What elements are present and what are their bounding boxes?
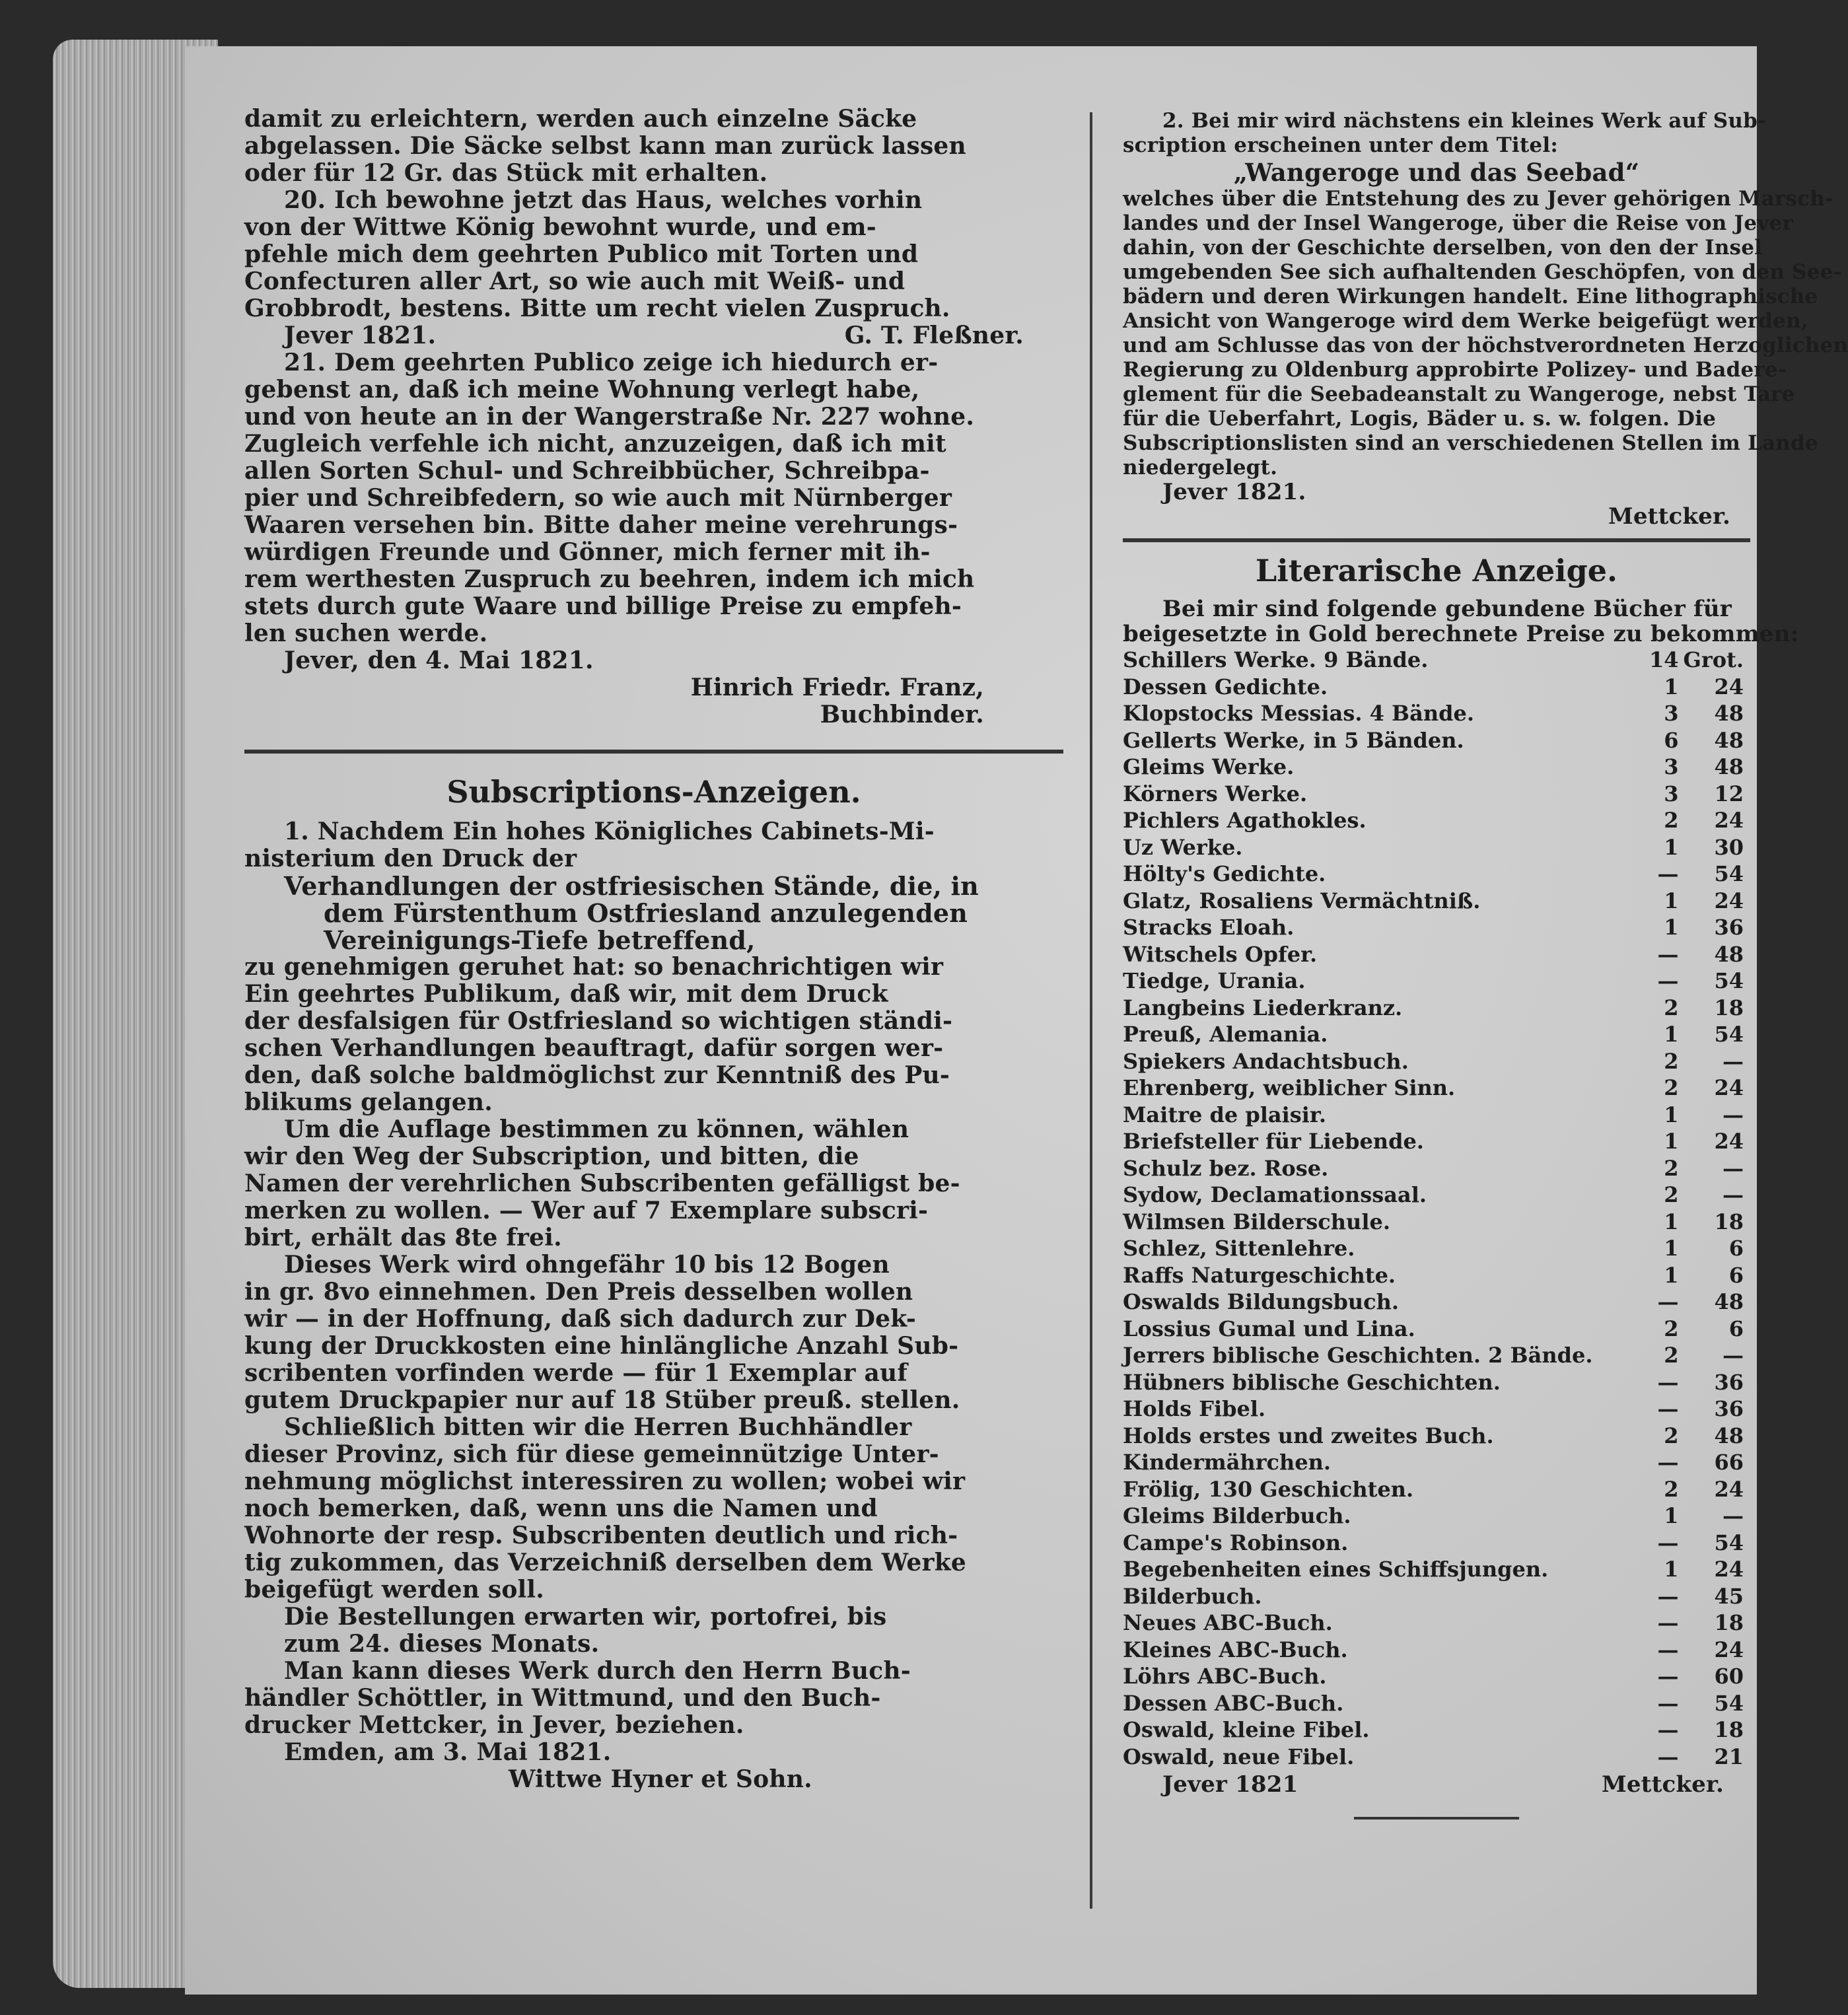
book-title: Dessen Gedichte. (1123, 674, 1328, 699)
book-row (1123, 781, 1744, 808)
book-price-reichsthaler: 2 (1664, 1075, 1679, 1100)
book-row (1123, 941, 1744, 968)
book-row (1123, 1235, 1744, 1262)
book-price-reichsthaler: — (1657, 1396, 1679, 1421)
book-price-reichsthaler: — (1657, 1583, 1679, 1609)
book-row (1123, 1075, 1744, 1102)
book-price-groten: 36 (1714, 1369, 1744, 1395)
text-line: abgelassen. Die Säcke selbst kann man zurück lassen (244, 132, 966, 160)
book-price-reichsthaler: 1 (1664, 1209, 1679, 1234)
book-row (1123, 1262, 1744, 1289)
book-price-groten: — (1723, 1155, 1744, 1181)
signature: Hinrich Friedr. Franz, (690, 674, 984, 701)
book-row (1123, 1316, 1744, 1343)
book-price-groten: 54 (1714, 861, 1744, 886)
book-title: Schillers Werke. 9 Bände. (1123, 647, 1429, 672)
book-title: Stracks Eloah. (1123, 915, 1295, 940)
text-line: beigesetzte in Gold berechnete Preise zu bekommen: (1123, 621, 1799, 647)
book-row (1123, 1102, 1744, 1129)
section-heading: Literarische Anzeige. (1255, 553, 1618, 588)
book-price-reichsthaler: 2 (1664, 808, 1679, 833)
text-line: Ansicht von Wangeroge wird dem Werke beigefügt werden, (1123, 309, 1808, 333)
book-row (1123, 888, 1744, 915)
book-title: Jerrers biblische Geschichten. 2 Bände. (1123, 1343, 1593, 1368)
text-line: der desfalsigen für Ostfriesland so wichtigen ständi- (244, 1007, 953, 1035)
book-price-reichsthaler: 2 (1664, 1343, 1679, 1368)
book-price-groten: — (1723, 1503, 1744, 1528)
book-price-groten: 24 (1714, 1129, 1744, 1154)
text-line: gebenst an, daß ich meine Wohnung verlegt habe, (244, 376, 920, 404)
book-price-groten: 18 (1714, 1610, 1744, 1635)
book-row (1123, 1209, 1744, 1236)
book-price-list (1123, 647, 1744, 1770)
book-price-groten: 48 (1714, 754, 1744, 779)
book-price-groten: 60 (1714, 1664, 1744, 1689)
book-price-groten: 54 (1714, 968, 1744, 993)
book-row (1123, 861, 1744, 888)
work-title-line: Verhandlungen der ostfriesischen Stände, die, in (284, 871, 979, 901)
book-price-reichsthaler: 1 (1664, 1236, 1679, 1261)
book-price-groten: 48 (1714, 941, 1744, 967)
book-title: Löhrs ABC-Buch. (1123, 1664, 1327, 1689)
book-title: Dessen ABC-Buch. (1123, 1690, 1344, 1716)
text-line: Man kann dieses Werk durch den Herrn Buch- (284, 1657, 911, 1685)
book-row (1123, 700, 1744, 727)
place-date: Jever, den 4. Mai 1821. (284, 647, 594, 674)
continuation-block (244, 106, 1063, 187)
book-title: Langbeins Liederkranz. (1123, 995, 1403, 1020)
book-price-reichsthaler: — (1657, 1690, 1679, 1716)
text-line: 20. Ich bewohne jetzt das Haus, welches vorhin (284, 186, 923, 214)
text-line: schen Verhandlungen beauftragt, dafür sorgen wer- (244, 1034, 944, 1062)
work-title: „Wangeroge und das Seebad“ (1233, 158, 1640, 187)
book-row (1123, 1342, 1744, 1369)
signature: Wittwe Hyner et Sohn. (509, 1765, 812, 1793)
book-title: Uz Werke. (1123, 834, 1243, 860)
book-row (1123, 674, 1744, 701)
book-row (1123, 1128, 1744, 1155)
book-price-groten: — (1723, 1048, 1744, 1074)
book-row (1123, 1396, 1744, 1423)
book-title: Sydow, Declamationssaal. (1123, 1182, 1427, 1207)
book-title: Gleims Werke. (1123, 754, 1295, 779)
book-row (1123, 1182, 1744, 1209)
text-line: wir — in der Hoffnung, daß sich dadurch zur Dek- (244, 1305, 917, 1333)
book-price-groten: Grot. (1683, 647, 1744, 672)
book-price-reichsthaler: — (1657, 1289, 1679, 1314)
book-title: Holds erstes und zweites Buch. (1123, 1423, 1494, 1448)
book-title: Lossius Gumal und Lina. (1123, 1316, 1415, 1341)
book-title: Holds Fibel. (1123, 1396, 1266, 1421)
text-line: scribenten vorfinden werde — für 1 Exemplar auf (244, 1359, 908, 1387)
book-row (1123, 1637, 1744, 1664)
book-row (1123, 1021, 1744, 1048)
book-price-reichsthaler: — (1657, 1637, 1679, 1662)
book-price-reichsthaler: 2 (1664, 1048, 1679, 1074)
book-price-reichsthaler: 6 (1664, 727, 1679, 753)
book-price-reichsthaler: — (1657, 1369, 1679, 1395)
text-line: zum 24. dieses Monats. (284, 1630, 600, 1658)
book-title: Schulz bez. Rose. (1123, 1155, 1329, 1181)
text-line: umgebenden See sich aufhaltenden Geschöpfen, von den See- (1123, 260, 1842, 284)
book-title: Oswald, neue Fibel. (1123, 1744, 1355, 1769)
section-rule (244, 750, 1063, 754)
text-line: len suchen werde. (244, 619, 488, 647)
text-line: damit zu erleichtern, werden auch einzelne Säcke (244, 105, 917, 133)
section-heading: Subscriptions-Anzeigen. (446, 774, 861, 810)
book-title: Hübners biblische Geschichten. (1123, 1369, 1501, 1395)
book-price-reichsthaler: 2 (1664, 995, 1679, 1020)
literary-signature-row (1123, 1773, 1750, 1797)
text-line: dahin, von der Geschichte derselben, von den der Insel (1123, 236, 1763, 260)
book-title: Wilmsen Bilderschule. (1123, 1209, 1390, 1234)
text-line: niedergelegt. (1123, 456, 1278, 479)
book-title: Briefsteller für Liebende. (1123, 1129, 1424, 1154)
text-line: tig zukommen, das Verzeichniß derselben dem Werke (244, 1549, 966, 1576)
text-line: würdigen Freunde und Gönner, mich ferner mit ih- (244, 538, 931, 566)
book-price-reichsthaler: 2 (1664, 1316, 1679, 1341)
book-row (1123, 727, 1744, 754)
book-title: Raffs Naturgeschichte. (1123, 1262, 1396, 1288)
book-price-reichsthaler: — (1657, 1664, 1679, 1689)
subscription-2 (1123, 109, 1848, 530)
text-line: oder für 12 Gr. das Stück mit erhalten. (244, 159, 768, 187)
book-row (1123, 1663, 1744, 1690)
book-price-reichsthaler: 1 (1664, 915, 1679, 940)
book-price-reichsthaler: 3 (1664, 781, 1679, 806)
text-line: Waaren versehen bin. Bitte daher meine verehrungs- (244, 511, 958, 539)
book-price-groten: 24 (1714, 674, 1744, 699)
text-line: kung der Druckkosten eine hinlängliche Anzahl Sub- (244, 1332, 959, 1360)
text-line: Schließlich bitten wir die Herren Buchhändler (284, 1413, 912, 1441)
book-row (1123, 1423, 1744, 1450)
book-row (1123, 647, 1744, 674)
book-title: Schlez, Sittenlehre. (1123, 1236, 1355, 1261)
book-price-reichsthaler: — (1657, 1717, 1679, 1742)
book-price-groten: 54 (1714, 1022, 1744, 1047)
text-line: und von heute an in der Wangerstraße Nr. 227 wohne. (244, 403, 975, 431)
left-column (244, 106, 1063, 1793)
book-row (1123, 1289, 1744, 1316)
book-price-groten: 54 (1714, 1690, 1744, 1716)
book-price-reichsthaler: — (1657, 1530, 1679, 1555)
text-line: Bei mir sind folgende gebundene Bücher für (1162, 596, 1732, 622)
book-price-groten: 12 (1714, 781, 1744, 806)
text-line: bädern und deren Wirkungen handelt. Eine lithographische (1123, 285, 1818, 308)
book-price-groten: 21 (1714, 1744, 1744, 1769)
book-title: Frölig, 130 Geschichten. (1123, 1476, 1414, 1502)
book-row (1123, 1155, 1744, 1182)
book-title: Gleims Bilderbuch. (1123, 1503, 1351, 1528)
book-price-reichsthaler: 1 (1664, 1503, 1679, 1528)
book-price-groten: 36 (1714, 1396, 1744, 1421)
book-price-groten: 30 (1714, 834, 1744, 860)
text-line: drucker Mettcker, in Jever, beziehen. (244, 1711, 744, 1739)
book-price-reichsthaler: — (1657, 1450, 1679, 1475)
text-line: und am Schlusse das von der höchstverordneten Herzoglichen (1123, 334, 1848, 357)
text-line: nehmung möglichst interessiren zu wollen; wobei wir (244, 1467, 966, 1495)
book-title: Gellerts Werke, in 5 Bänden. (1123, 727, 1464, 753)
work-title-line: dem Fürstenthum Ostfriesland anzulegenden (324, 898, 968, 928)
notice-20-signature-row (244, 322, 1063, 349)
book-price-groten: 24 (1714, 1557, 1744, 1582)
text-line: Regierung zu Oldenburg approbirte Polizey- und Badere- (1123, 358, 1787, 382)
book-row (1123, 1449, 1744, 1476)
book-row (1123, 1744, 1744, 1771)
book-price-groten: 24 (1714, 1637, 1744, 1662)
book-row (1123, 1369, 1744, 1396)
book-price-reichsthaler: 1 (1664, 834, 1679, 860)
book-price-reichsthaler: — (1657, 1610, 1679, 1635)
text-line: glement für die Seebadeanstalt zu Wangeroge, nebst Tare (1123, 382, 1795, 406)
text-line: Namen der verehrlichen Subscribenten gefälligst be- (244, 1170, 960, 1197)
book-title: Preuß, Alemania. (1123, 1022, 1328, 1047)
text-line: in gr. 8vo einnehmen. Den Preis desselben wollen (244, 1278, 913, 1306)
book-price-reichsthaler: 14 (1649, 647, 1679, 672)
book-row (1123, 914, 1744, 941)
book-row (1123, 1583, 1744, 1610)
text-line: dieser Provinz, sich für diese gemeinnützige Unter- (244, 1440, 939, 1468)
book-price-groten: 48 (1714, 1289, 1744, 1314)
book-row (1123, 754, 1744, 781)
book-title: Körners Werke. (1123, 781, 1308, 806)
book-price-groten: — (1723, 1343, 1744, 1368)
text-line: rem werthesten Zuspruch zu beehren, indem ich mich (244, 565, 975, 593)
book-title: Kleines ABC-Buch. (1123, 1637, 1348, 1662)
book-price-groten: 36 (1714, 915, 1744, 940)
place-date: Jever 1821. (284, 322, 437, 349)
section-rule (1123, 538, 1750, 542)
signature: G. T. Fleßner. (844, 322, 1024, 349)
text-line: blikums gelangen. (244, 1088, 493, 1116)
signature: Mettcker. (1602, 1771, 1724, 1798)
text-line: stets durch gute Waare und billige Preise zu empfeh- (244, 592, 962, 620)
book-price-reichsthaler: 3 (1664, 754, 1679, 779)
text-line: händler Schöttler, in Wittmund, und den Buch- (244, 1684, 881, 1712)
text-line: Dieses Werk wird ohngefähr 10 bis 12 Bogen (284, 1251, 890, 1279)
book-row (1123, 968, 1744, 995)
text-line: beigefügt werden soll. (244, 1576, 545, 1604)
book-title: Witschels Opfer. (1123, 941, 1318, 967)
book-price-reichsthaler: — (1657, 1744, 1679, 1769)
closing-rule (1354, 1817, 1519, 1820)
book-row (1123, 1476, 1744, 1503)
book-price-reichsthaler: — (1657, 968, 1679, 993)
text-line: zu genehmigen geruhet hat: so benachrichtigen wir (244, 953, 944, 981)
text-line: wir den Weg der Subscription, und bitten, die (244, 1143, 859, 1170)
book-price-reichsthaler: 1 (1664, 1262, 1679, 1288)
text-line: allen Sorten Schul- und Schreibbücher, Schreibpa- (244, 457, 930, 485)
book-title: Campe's Robinson. (1123, 1530, 1349, 1555)
text-line: 2. Bei mir wird nächstens ein kleines Werk auf Sub- (1162, 109, 1767, 133)
text-line: 21. Dem geehrten Publico zeige ich hiedurch er- (284, 349, 939, 376)
book-title: Ehrenberg, weiblicher Sinn. (1123, 1075, 1456, 1100)
book-price-reichsthaler: — (1657, 941, 1679, 967)
place-date: Jever 1821 (1162, 1771, 1298, 1798)
book-price-groten: — (1723, 1102, 1744, 1127)
book-price-groten: 48 (1714, 727, 1744, 753)
book-price-groten: 45 (1714, 1583, 1744, 1609)
book-price-groten: 66 (1714, 1450, 1744, 1475)
text-line: Um die Auflage bestimmen zu können, wählen (284, 1115, 909, 1143)
book-row (1123, 1048, 1744, 1075)
book-price-reichsthaler: 2 (1664, 1182, 1679, 1207)
book-price-reichsthaler: 2 (1664, 1155, 1679, 1181)
book-title: Spiekers Andachtsbuch. (1123, 1048, 1409, 1074)
place-date: Emden, am 3. Mai 1821. (284, 1738, 612, 1766)
book-title: Bilderbuch. (1123, 1583, 1262, 1609)
book-title: Pichlers Agathokles. (1123, 808, 1367, 833)
book-price-groten: 24 (1714, 888, 1744, 913)
text-line: scription erscheinen unter dem Titel: (1123, 133, 1558, 157)
text-line: merken zu wollen. — Wer auf 7 Exemplare subscri- (244, 1197, 929, 1224)
text-line: birt, erhält das 8te frei. (244, 1224, 562, 1252)
work-title-line: Vereinigungs-Tiefe betreffend, (324, 925, 756, 955)
text-line: welches über die Entstehung des zu Jever gehörigen Marsch- (1123, 187, 1834, 211)
book-price-reichsthaler: 3 (1664, 701, 1679, 726)
book-row (1123, 1609, 1744, 1637)
notice-20 (244, 187, 1063, 349)
text-line: Confecturen aller Art, so wie auch mit Weiß- und (244, 267, 906, 295)
book-price-groten: — (1723, 1182, 1744, 1207)
book-row (1123, 1690, 1744, 1717)
book-row (1123, 1502, 1744, 1530)
book-price-groten: 24 (1714, 1476, 1744, 1502)
book-price-groten: 48 (1714, 701, 1744, 726)
text-line: von der Wittwe König bewohnt wurde, und em- (244, 213, 876, 241)
text-line: Zugleich verfehle ich nicht, anzuzeigen, daß ich mit (244, 430, 946, 458)
book-price-groten: 6 (1728, 1236, 1744, 1261)
text-line: 1. Nachdem Ein hohes Königliches Cabinets-Mi- (284, 818, 935, 845)
signature-title: Buchbinder. (820, 701, 984, 728)
text-line: Die Bestellungen erwarten wir, portofrei, bis (284, 1603, 887, 1631)
text-line: gutem Druckpapier nur auf 18 Stüber preuß. stellen. (244, 1386, 960, 1414)
text-line: noch bemerken, daß, wenn uns die Namen und (244, 1495, 878, 1522)
book-price-reichsthaler: 1 (1664, 1557, 1679, 1582)
column-divider (1090, 112, 1092, 1909)
book-title: Klopstocks Messias. 4 Bände. (1123, 701, 1474, 726)
right-column (1123, 109, 1848, 1820)
book-price-groten: 24 (1714, 1075, 1744, 1100)
book-price-groten: 18 (1714, 995, 1744, 1020)
text-line: pfehle mich dem geehrten Publico mit Torten und (244, 240, 919, 268)
book-price-groten: 18 (1714, 1717, 1744, 1742)
book-row (1123, 1556, 1744, 1583)
text-line: den, daß solche baldmöglichst zur Kenntniß des Pu- (244, 1061, 950, 1089)
book-title: Kindermährchen. (1123, 1450, 1332, 1475)
book-title: Oswald, kleine Fibel. (1123, 1717, 1370, 1742)
book-title: Neues ABC-Buch. (1123, 1610, 1333, 1635)
text-line: pier und Schreibfedern, so wie auch mit Nürnberger (244, 484, 952, 512)
book-row (1123, 807, 1744, 834)
book-price-groten: 48 (1714, 1423, 1744, 1448)
book-price-reichsthaler: 1 (1664, 888, 1679, 913)
book-title: Begebenheiten eines Schiffsjungen. (1123, 1557, 1549, 1582)
text-line: für die Ueberfahrt, Logis, Bäder u. s. w. folgen. Die (1123, 407, 1717, 431)
book-title: Tiedge, Urania. (1123, 968, 1306, 993)
text-line: Ein geehrtes Publikum, daß wir, mit dem Druck (244, 980, 888, 1008)
book-row (1123, 1716, 1744, 1744)
book-price-reichsthaler: 1 (1664, 674, 1679, 699)
book-title: Glatz, Rosaliens Vermächtniß. (1123, 888, 1481, 913)
signature: Mettcker. (1608, 503, 1730, 530)
book-price-reichsthaler: 1 (1664, 1102, 1679, 1127)
book-row (1123, 995, 1744, 1022)
book-price-reichsthaler: — (1657, 861, 1679, 886)
book-price-groten: 24 (1714, 808, 1744, 833)
text-line: landes und der Insel Wangeroge, über die Reise von Jever (1123, 211, 1793, 235)
book-price-groten: 6 (1728, 1316, 1744, 1341)
book-price-reichsthaler: 2 (1664, 1476, 1679, 1502)
text-line: Wohnorte der resp. Subscribenten deutlich und rich- (244, 1522, 958, 1549)
book-row (1123, 834, 1744, 861)
book-price-groten: 18 (1714, 1209, 1744, 1234)
text-line: Subscriptionslisten sind an verschiedenen Stellen im Lande (1123, 431, 1818, 455)
book-row (1123, 1530, 1744, 1557)
place-date: Jever 1821. (1162, 479, 1306, 505)
book-price-groten: 6 (1728, 1262, 1744, 1288)
text-line: Grobbrodt, bestens. Bitte um recht vielen Zuspruch. (244, 295, 950, 322)
text-line: nisterium den Druck der (244, 845, 577, 872)
subscription-1 (244, 818, 1063, 1793)
book-price-reichsthaler: 1 (1664, 1022, 1679, 1047)
book-price-groten: 54 (1714, 1530, 1744, 1555)
book-price-reichsthaler: 2 (1664, 1423, 1679, 1448)
book-price-reichsthaler: 1 (1664, 1129, 1679, 1154)
book-title: Maitre de plaisir. (1123, 1102, 1326, 1127)
book-title: Oswalds Bildungsbuch. (1123, 1289, 1400, 1314)
book-title: Hölty's Gedichte. (1123, 861, 1326, 886)
notice-21 (244, 349, 1063, 728)
